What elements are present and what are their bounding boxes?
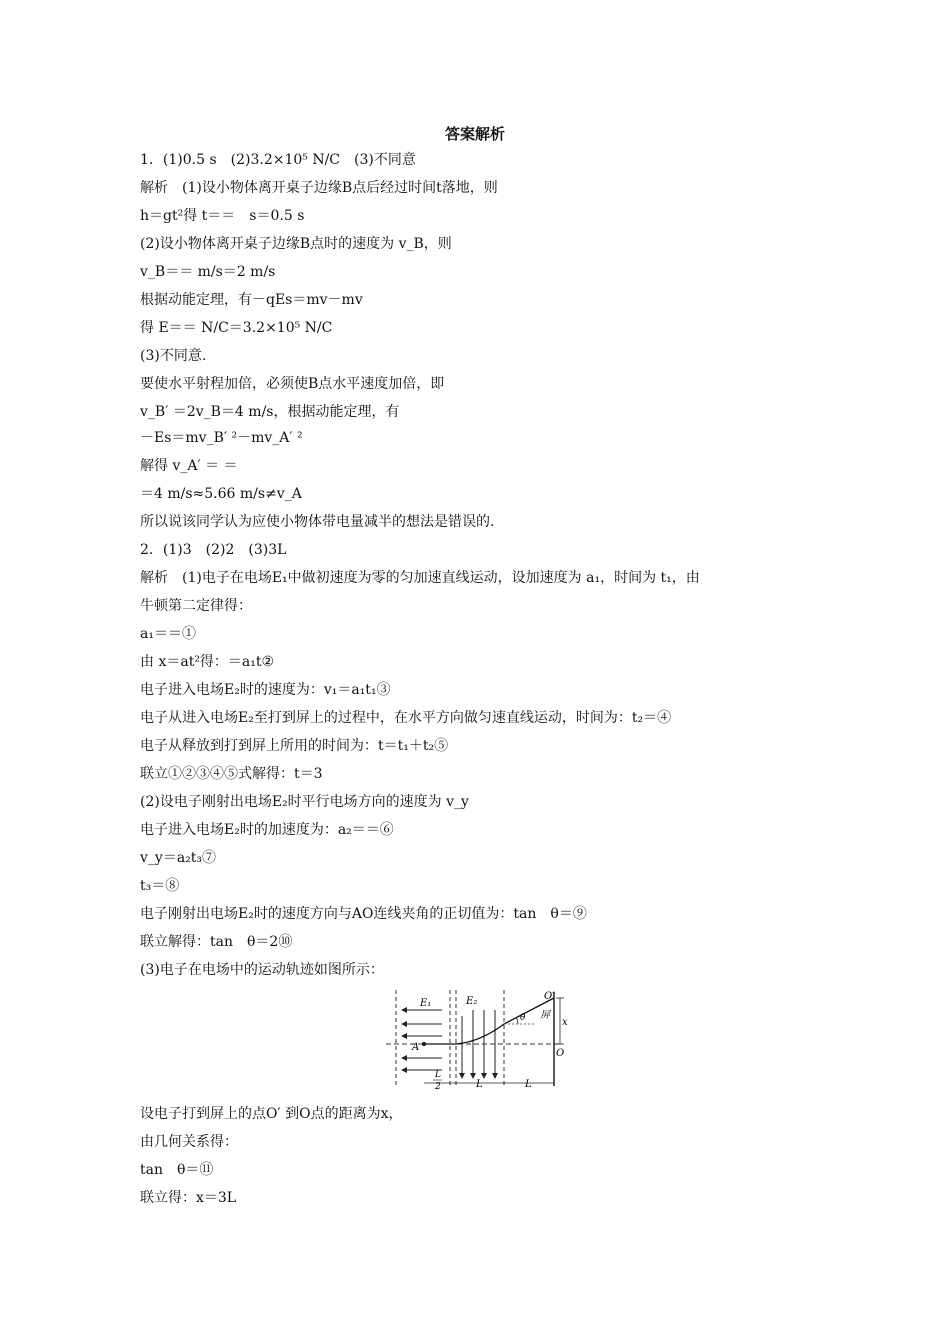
text-line: 由几何关系得： <box>140 1134 238 1150</box>
text-line: v_y＝a₂t₃⑦ <box>140 850 217 866</box>
text-line: 联立①②③④⑤式解得：t＝3 <box>140 766 323 782</box>
trajectory-diagram-svg <box>384 988 574 1090</box>
text-line: ＝4 m/s≈5.66 m/s≠v_A <box>140 486 302 502</box>
text-line: 解析 (1)设小物体离开桌子边缘B点后经过时间t落地，则 <box>140 180 498 196</box>
label-o: O <box>556 1048 565 1059</box>
text-line: v_B′ ＝2v_B＝4 m/s，根据动能定理，有 <box>140 404 400 420</box>
electron-trajectory <box>424 998 554 1044</box>
text-line: 解析 (1)电子在电场E₁中做初速度为零的匀加速直线运动，设加速度为 a₁，时间为 t₁，由 <box>140 570 700 586</box>
label-l-half-numerator: L <box>435 1070 441 1080</box>
text-line: 得 E＝＝ N/C＝3.2×10⁵ N/C <box>140 320 333 336</box>
text-line: 联立解得：tan θ＝2⑩ <box>140 934 293 950</box>
label-l-gap: L <box>525 1079 532 1090</box>
text-line: 电子从进入电场E₂至打到屏上的过程中，在水平方向做匀速直线运动，时间为：t₂＝④ <box>140 710 672 726</box>
text-line: a₁＝＝① <box>140 626 196 642</box>
label-e2: E₂ <box>466 996 478 1007</box>
text-line: h＝gt²得 t＝＝ s＝0.5 s <box>140 208 305 224</box>
trajectory-diagram <box>384 988 574 1090</box>
page-title: 答案解析 <box>444 125 505 143</box>
text-line: 牛顿第二定律得： <box>140 598 252 614</box>
label-o-prime: O′ <box>544 991 555 1002</box>
label-screen: 屏 <box>540 1010 550 1021</box>
text-line: 解得 v_A′ ＝ ＝ <box>140 458 238 474</box>
text-line: 2．(1)3 (2)2 (3)3L <box>140 542 287 558</box>
text-line: 电子进入电场E₂时的加速度为：a₂＝＝⑥ <box>140 822 394 838</box>
text-line: 所以说该同学认为应使小物体带电量减半的想法是错误的. <box>140 514 495 530</box>
label-theta: θ <box>520 1013 526 1023</box>
text-line: 电子从释放到打到屏上所用的时间为：t＝t₁＋t₂⑤ <box>140 738 449 754</box>
label-l-e2: L <box>476 1079 483 1090</box>
label-a: A <box>412 1042 420 1053</box>
text-line: 由 x＝at²得：＝a₁t② <box>140 654 275 670</box>
text-line: tan θ＝⑪ <box>140 1162 214 1178</box>
text-line: (2)设小物体离开桌子边缘B点时的速度为 v_B，则 <box>140 236 452 252</box>
text-line: －Es＝mv_B′ ²－mv_A′ ² <box>140 430 303 446</box>
text-line: t₃＝⑧ <box>140 878 180 894</box>
text-line: (3)不同意. <box>140 348 207 364</box>
theta-arc <box>516 1017 518 1024</box>
text-line: 电子进入电场E₂时的速度为：v₁＝a₁t₁③ <box>140 682 391 698</box>
label-e1: E₁ <box>420 998 432 1009</box>
text-line: (3)电子在电场中的运动轨迹如图所示： <box>140 962 384 978</box>
text-line: 联立得：x＝3L <box>140 1190 237 1206</box>
text-line: 要使水平射程加倍，必须使B点水平速度加倍，即 <box>140 376 445 392</box>
label-x: x <box>562 1017 568 1028</box>
point-a <box>422 1042 426 1046</box>
text-line: v_B＝＝ m/s＝2 m/s <box>140 264 276 280</box>
text-line: 电子刚射出电场E₂时的速度方向与AO连线夹角的正切值为：tan θ＝⑨ <box>140 906 587 922</box>
text-line: 根据动能定理，有－qEs＝mv－mv <box>140 292 363 308</box>
label-l-half-denominator: 2 <box>435 1082 441 1090</box>
text-line: 1．(1)0.5 s (2)3.2×10⁵ N/C (3)不同意 <box>140 152 416 168</box>
text-line: (2)设电子刚射出电场E₂时平行电场方向的速度为 v_y <box>140 794 469 810</box>
text-line: 设电子打到屏上的点O′ 到O点的距离为x， <box>140 1106 403 1122</box>
